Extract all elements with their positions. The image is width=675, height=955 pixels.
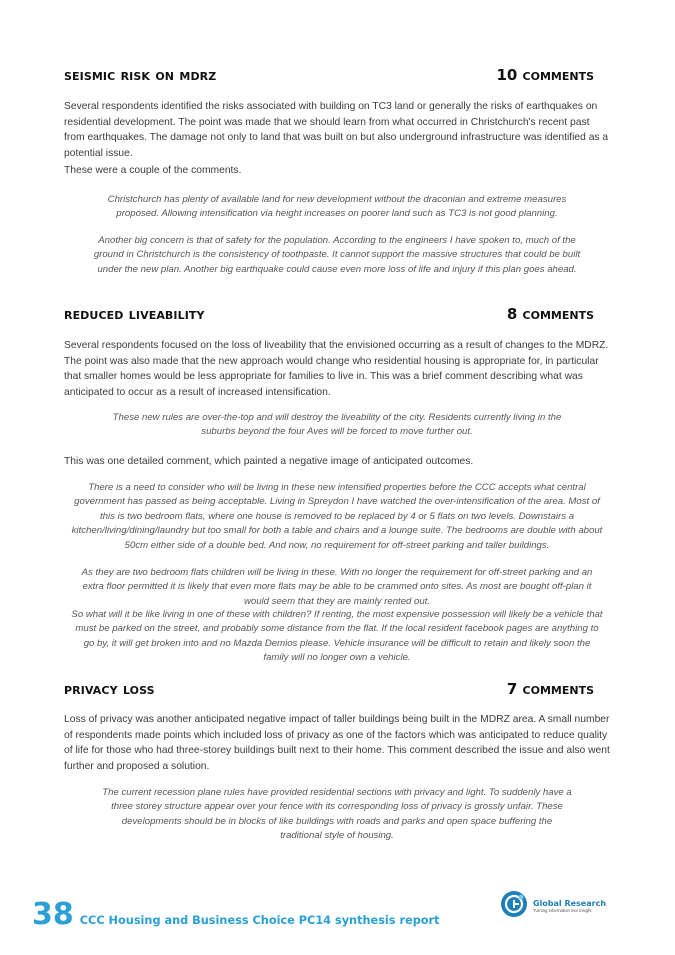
quote: Christchurch has plenty of available land for new development without the draconian and extreme measures proposed. Allowing intensification via height increases on poorer land such as TC3 is not good planning.: [107, 194, 567, 220]
quote: These new rules are over-the-top and will destroy the liveability of the city. Residents currently living in the suburbs beyond the four Aves will be forced to move further out.: [112, 412, 562, 438]
report-title: CCC Housing and Business Choice PC14 synthesis report: [79, 914, 440, 927]
comment-count: 8 comments: [506, 305, 594, 323]
logo-tagline: Turning information into insight: [533, 908, 592, 913]
logo-mark-icon: [500, 890, 528, 923]
logo-name: Global Research: [533, 899, 607, 908]
quote: Another big concern is that of safety for the population. According to the engineers I have spoken to, much of the ground in Christchurch is the consistency of toothpaste. It cannot support the massive structures that could be built under the new plan. Another big earthquake could cause even more loss of life and injury if this plan goes ahead.: [93, 235, 581, 275]
section-heading-privacy: [64, 680, 610, 698]
section-paragraph: Several respondents identified the risks associated with building on TC3 land or generally the risks of earthquakes on residential development. The point was made that we should learn from what occurred in Christchurch's recent past from earthquakes. The damage not only to land that was built on but also underground infrastructure was identified as a potential issue.: [64, 101, 609, 159]
section-heading-seismic: [64, 66, 610, 84]
page-number: 38: [32, 897, 74, 932]
global-research-logo: [500, 890, 606, 923]
quote: The current recession plane rules have provided residential sections with privacy and light. To suddenly have a three storey structure appear over your fence with its corresponding loss of privacy is grossly unfair. These developments should be in blocks of like buildings with roads and parks and open space buffering the traditional style of housing.: [102, 787, 572, 842]
section-title: reduced liveability: [64, 305, 205, 323]
section-heading-liveability: [64, 305, 610, 323]
section-paragraph: This was one detailed comment, which painted a negative image of anticipated outcomes.: [64, 456, 474, 467]
comment-count: 10 comments: [496, 66, 594, 84]
comment-count: 7 comments: [506, 680, 594, 698]
page-footer: [32, 897, 440, 932]
quote: So what will it be like living in one of these with children? If renting, the most expensive possession will likely be a vehicle that must be parked on the street, and probably some distance from the flat. If the local resident facebook pages are anything to go by, it will get broken into and no Mazda Demios please. Vehicle insurance will be difficult to retain and likely soon the family will no longer own a vehicle.: [71, 609, 603, 664]
section-paragraph: Loss of privacy was another anticipated negative impact of taller buildings being built in the MDRZ area. A small number of respondents made points which included loss of privacy as one of the factors which was anticipated to reduce quality of life for those who had three-storey buildings built next to their home. This comment described the issue and also went further and proposed a solution.: [64, 714, 610, 772]
section-paragraph: Several respondents focused on the loss of liveability that the envisioned occurring as a result of changes to the MDRZ. The point was also made that the new approach would change who residential housing is appropriate for, in particular that smaller homes would be less appropriate for families to live in. This was a brief comment describing what was anticipated to occur as a result of increased intensification.: [64, 340, 609, 398]
quote: As they are two bedroom flats children will be living in these. With no longer the requirement for off-street parking and an extra floor permitted it is likely that even more flats may be able to be crammed onto sites. As most are bought off-plan it would seem that they are mainly rented out.: [81, 567, 593, 607]
quote: There is a need to consider who will be living in these new intensified properties before the CCC accepts what central government has passed as being acceptable. Living in Spreydon I have watched the over-intensification of the area. Most of this is two bedroom flats, where one house is removed to be replaced by 4 or 5 flats on two levels. Downstairs a kitchen/living/dining/laundry but too small for both a table and chairs and a lounge suite. The bedrooms are double with about 50cm either side of a double bed. And now, no requirement for off-street parking and taller buildings.: [71, 482, 603, 551]
section-title: seismic risk on mdrz: [64, 66, 217, 84]
section-paragraph: These were a couple of the comments.: [64, 165, 242, 176]
section-title: privacy loss: [64, 680, 155, 698]
